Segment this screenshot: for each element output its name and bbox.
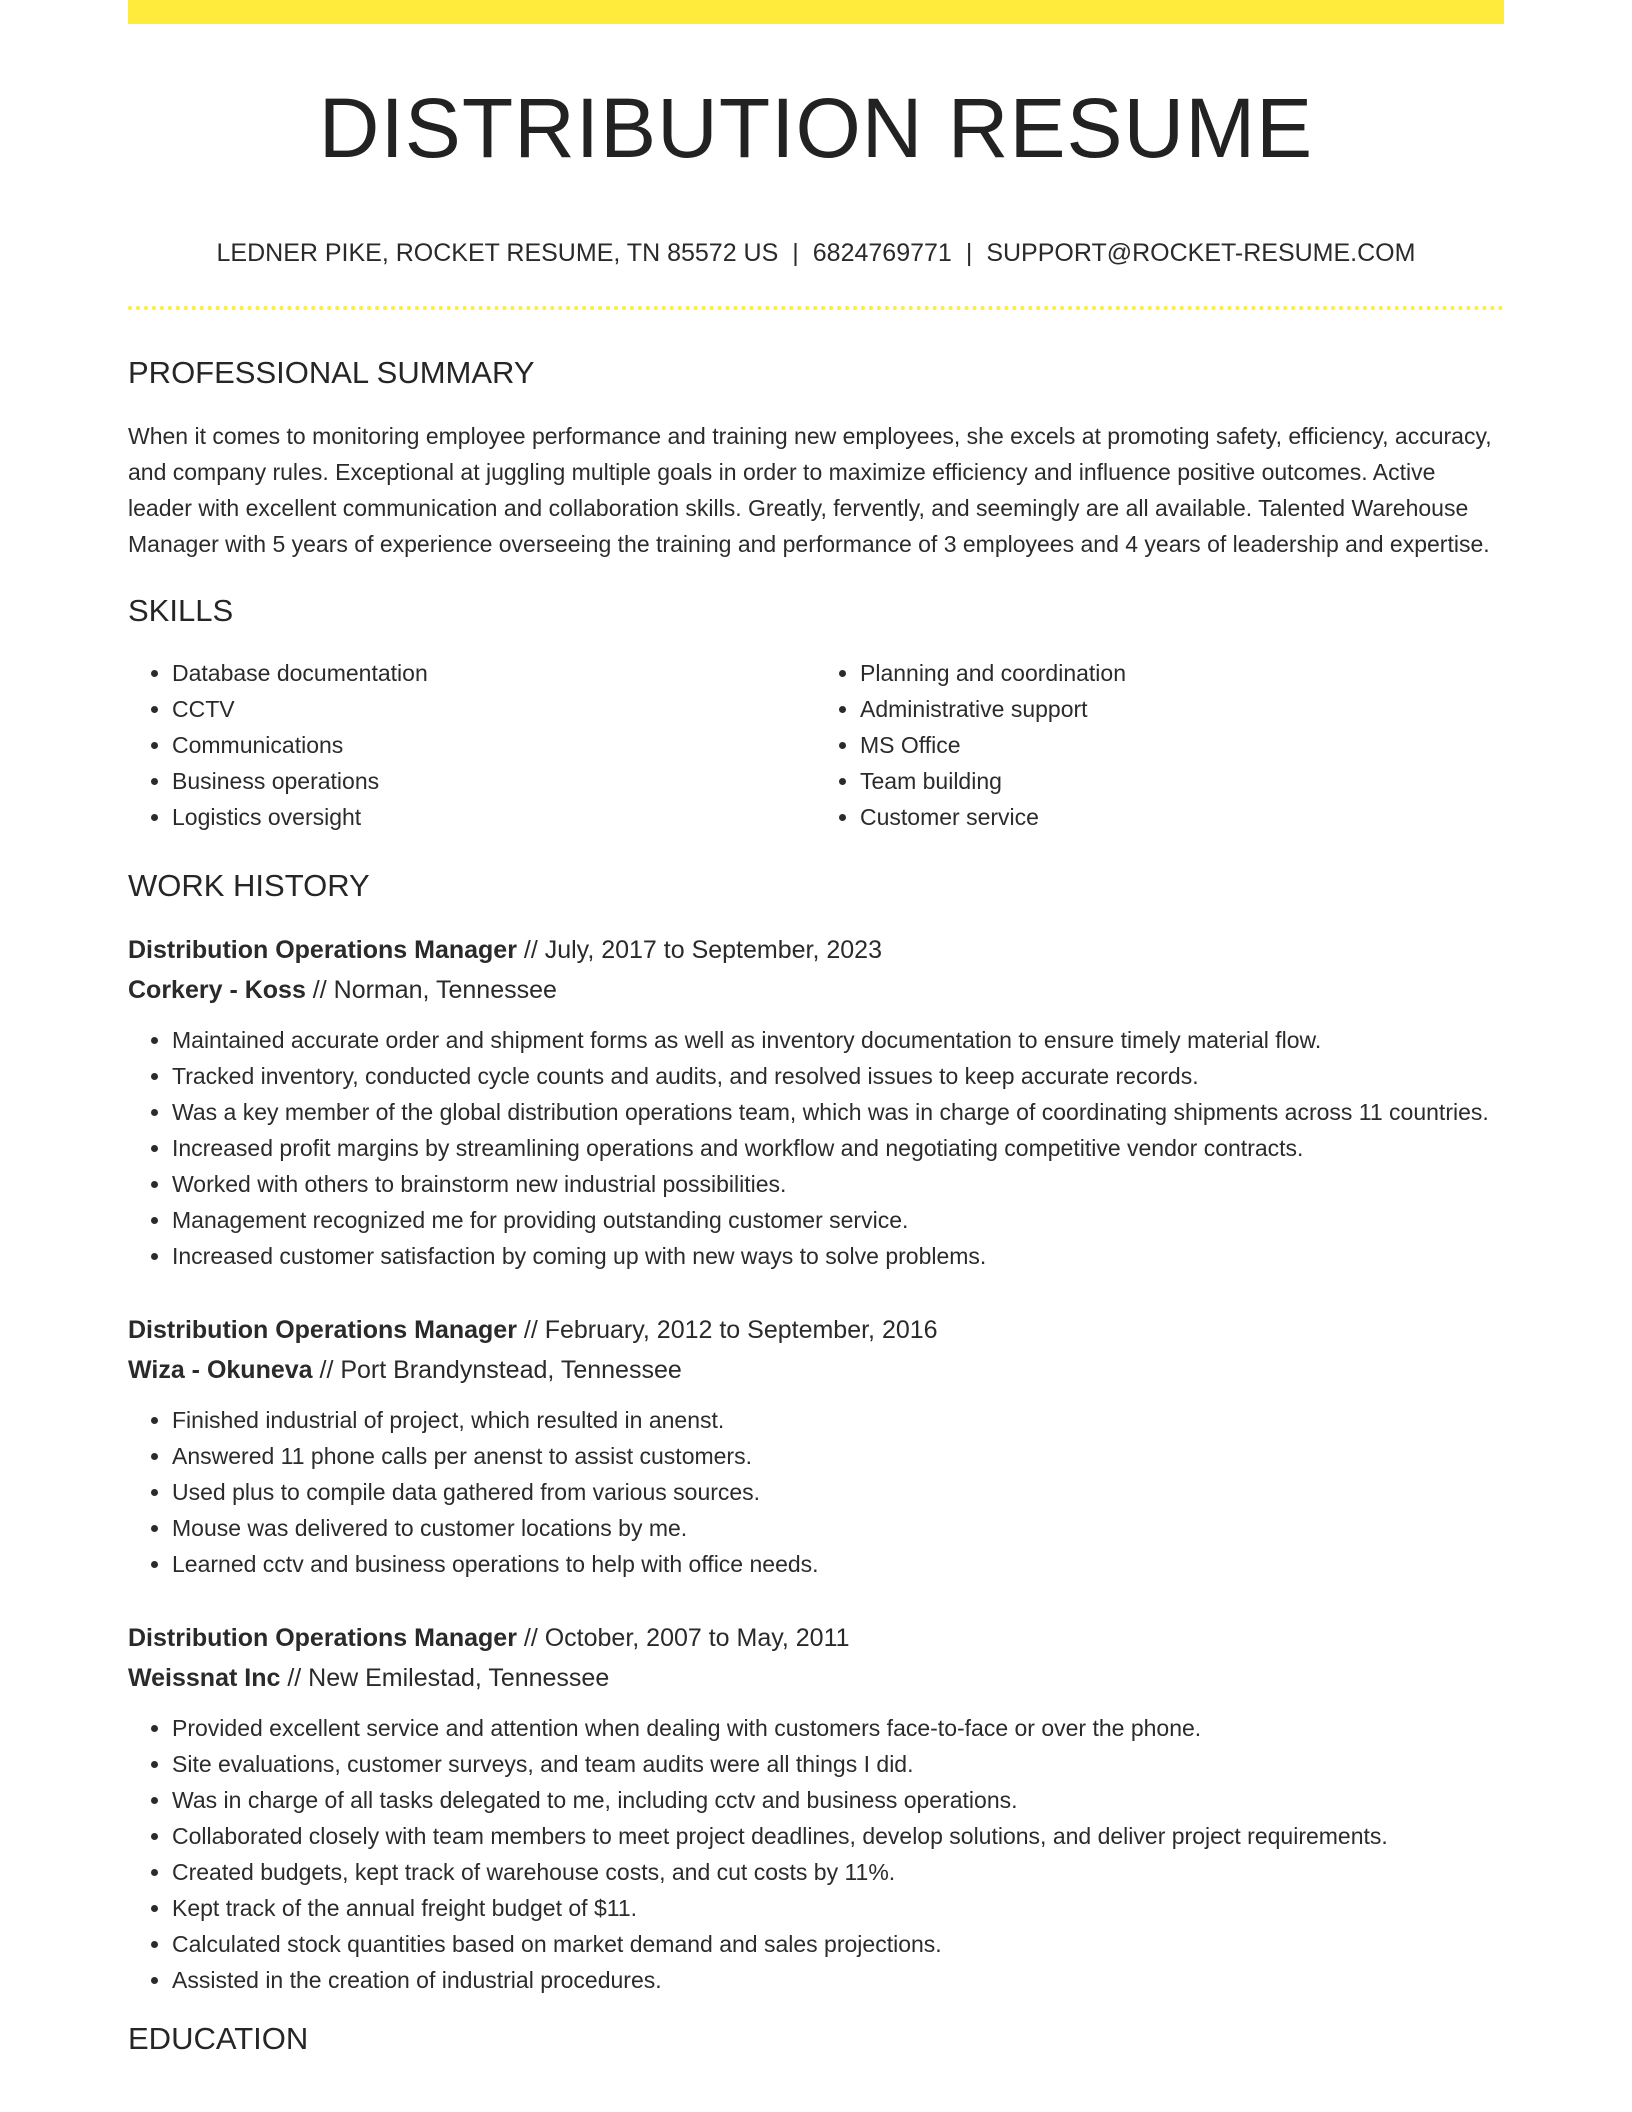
skill-item: • Administrative support bbox=[860, 691, 1504, 727]
job-entry bbox=[128, 1310, 1504, 1582]
job-company: Corkery - Koss bbox=[128, 975, 306, 1004]
job-title-line bbox=[128, 1618, 1504, 1658]
job-bullet: • Was in charge of all tasks delegated to me, including cctv and business operations. bbox=[172, 1782, 1504, 1818]
job-bullet: • Finished industrial of project, which resulted in anenst. bbox=[172, 1402, 1504, 1438]
skills-list bbox=[128, 655, 1504, 835]
job-company-line bbox=[128, 970, 1504, 1010]
job-bullet: • Mouse was delivered to customer locations by me. bbox=[172, 1510, 1504, 1546]
job-bullets bbox=[128, 1402, 1504, 1582]
job-bullet: • Provided excellent service and attention when dealing with customers face-to-face or over the phone. bbox=[172, 1710, 1504, 1746]
skill-item: • Logistics oversight bbox=[172, 799, 816, 835]
summary-text: When it comes to monitoring employee performance and training new employees, she excels at promoting safety, efficiency, accuracy, and company rules. Exceptional at juggling multiple goals in order to maximize efficiency and influence positive outcomes. Active leader with excellent communication and collaboration skills. Greatly, fervently, and seemingly are all available. Talented Warehouse Manager with 5 years of experience overseeing the training and performance of 3 employees and 4 years of leadership and expertise. bbox=[128, 422, 1492, 557]
contact-email: SUPPORT@ROCKET-RESUME.COM bbox=[986, 239, 1416, 268]
job-location: // Norman, Tennessee bbox=[305, 975, 557, 1004]
job-title-line bbox=[128, 930, 1504, 970]
skill-item: • Business operations bbox=[172, 763, 816, 799]
job-company-line bbox=[128, 1350, 1504, 1390]
job-bullet: • Collaborated closely with team members to meet project deadlines, develop solutions, and deliver project requirements. bbox=[172, 1818, 1504, 1854]
job-entry bbox=[128, 1618, 1504, 1998]
education-heading: EDUCATION bbox=[128, 2020, 309, 2056]
job-title: Distribution Operations Manager bbox=[128, 1623, 517, 1652]
contact-separator: | bbox=[792, 239, 799, 268]
skills-heading: SKILLS bbox=[128, 592, 234, 628]
job-bullet: • Kept track of the annual freight budget of $11. bbox=[172, 1890, 1504, 1926]
job-bullet: • Answered 11 phone calls per anenst to assist customers. bbox=[172, 1438, 1504, 1474]
job-bullet: • Used plus to compile data gathered from various sources. bbox=[172, 1474, 1504, 1510]
job-bullet: • Site evaluations, customer surveys, and team audits were all things I did. bbox=[172, 1746, 1504, 1782]
job-bullet: • Created budgets, kept track of warehouse costs, and cut costs by 11%. bbox=[172, 1854, 1504, 1890]
contact-line bbox=[128, 238, 1504, 268]
work-history-heading: WORK HISTORY bbox=[128, 867, 370, 903]
job-bullet: • Was a key member of the global distribution operations team, which was in charge of coordinating shipments across 11 countries. bbox=[172, 1094, 1504, 1130]
job-bullet: • Learned cctv and business operations to help with office needs. bbox=[172, 1546, 1504, 1582]
accent-bar bbox=[128, 0, 1504, 24]
job-bullet: • Tracked inventory, conducted cycle counts and audits, and resolved issues to keep accurate records. bbox=[172, 1058, 1504, 1094]
job-dates: // October, 2007 to May, 2011 bbox=[516, 1623, 850, 1652]
job-bullet: • Management recognized me for providing outstanding customer service. bbox=[172, 1202, 1504, 1238]
job-bullet: • Increased customer satisfaction by coming up with new ways to solve problems. bbox=[172, 1238, 1504, 1274]
job-title-line bbox=[128, 1310, 1504, 1350]
job-location: // New Emilestad, Tennessee bbox=[280, 1663, 610, 1692]
contact-phone: 6824769771 bbox=[812, 239, 952, 268]
job-title: Distribution Operations Manager bbox=[128, 1315, 517, 1344]
skill-item: • Database documentation bbox=[172, 655, 816, 691]
skill-item: • MS Office bbox=[860, 727, 1504, 763]
job-dates: // February, 2012 to September, 2016 bbox=[516, 1315, 938, 1344]
job-bullet: • Assisted in the creation of industrial procedures. bbox=[172, 1962, 1504, 1998]
job-dates: // July, 2017 to September, 2023 bbox=[516, 935, 882, 964]
job-title: Distribution Operations Manager bbox=[128, 935, 517, 964]
job-company: Wiza - Okuneva bbox=[128, 1355, 313, 1384]
resume-page bbox=[128, 0, 1504, 2057]
job-location: // Port Brandynstead, Tennessee bbox=[312, 1355, 682, 1384]
skill-item: • Customer service bbox=[860, 799, 1504, 835]
job-bullet: • Worked with others to brainstorm new industrial possibilities. bbox=[172, 1166, 1504, 1202]
skill-item: • Communications bbox=[172, 727, 816, 763]
contact-address: LEDNER PIKE, ROCKET RESUME, TN 85572 US bbox=[216, 239, 779, 268]
job-entry bbox=[128, 930, 1504, 1274]
skills-column-right bbox=[816, 655, 1504, 835]
skill-item: • Team building bbox=[860, 763, 1504, 799]
job-bullet: • Increased profit margins by streamlining operations and workflow and negotiating competitive vendor contracts. bbox=[172, 1130, 1504, 1166]
job-bullet: • Calculated stock quantities based on market demand and sales projections. bbox=[172, 1926, 1504, 1962]
dotted-divider bbox=[128, 306, 1504, 310]
job-company-line bbox=[128, 1658, 1504, 1698]
job-bullets bbox=[128, 1022, 1504, 1274]
skills-column-left bbox=[128, 655, 816, 835]
resume-title: DISTRIBUTION RESUME bbox=[318, 81, 1314, 175]
skill-item: • CCTV bbox=[172, 691, 816, 727]
contact-separator: | bbox=[965, 239, 973, 268]
job-bullet: • Maintained accurate order and shipment forms as well as inventory documentation to ensure timely material flow. bbox=[172, 1022, 1504, 1058]
summary-heading: PROFESSIONAL SUMMARY bbox=[128, 355, 535, 391]
job-company: Weissnat Inc bbox=[128, 1663, 281, 1692]
job-bullets bbox=[128, 1710, 1504, 1998]
skill-item: • Planning and coordination bbox=[860, 655, 1504, 691]
